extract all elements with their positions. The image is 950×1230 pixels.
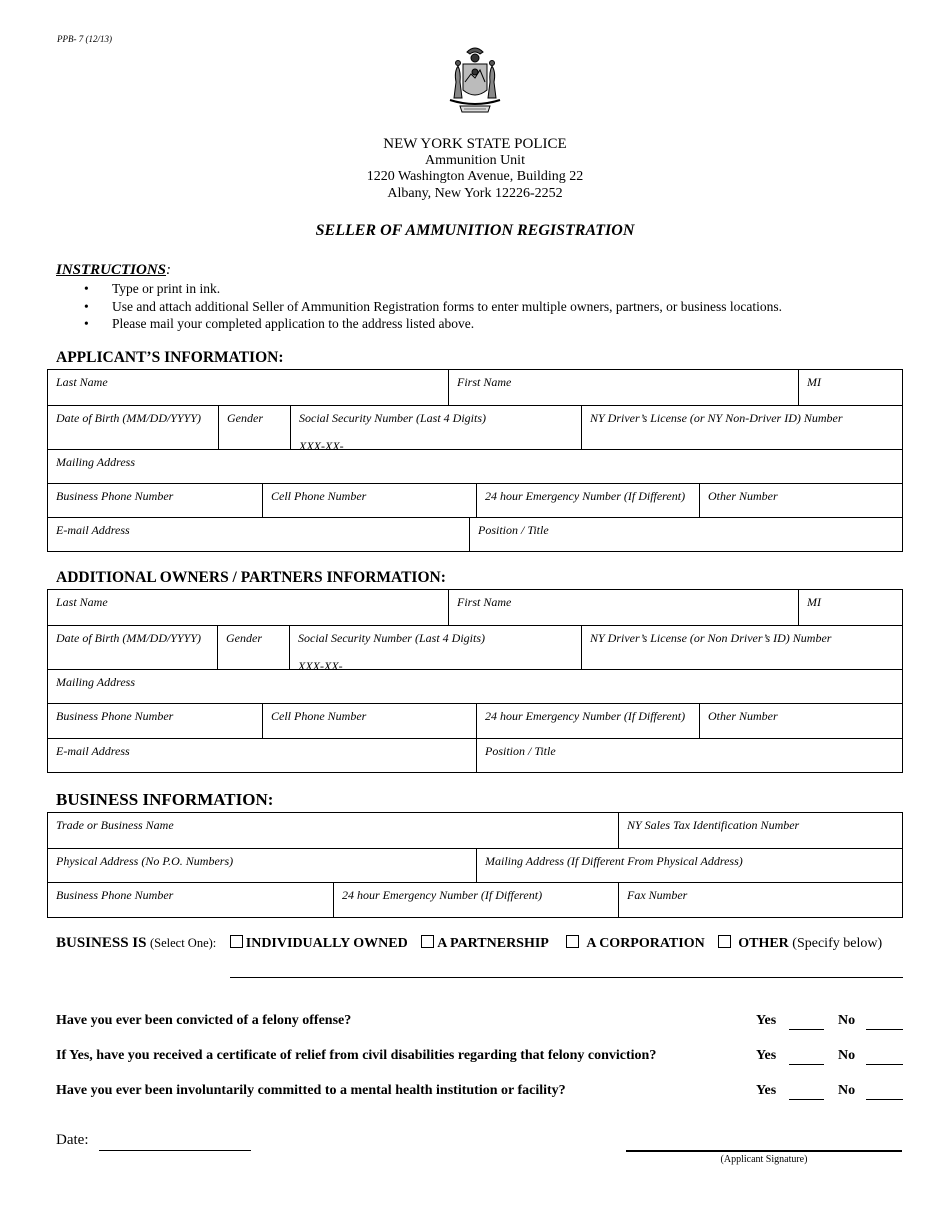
gender-field[interactable]: Gender xyxy=(217,626,289,669)
dob-field[interactable]: Date of Birth (MM/DD/YYYY) xyxy=(56,631,202,645)
other-number-field[interactable]: Other Number xyxy=(699,704,902,738)
no-label: No xyxy=(838,1048,856,1063)
no-label: No xyxy=(838,1013,856,1028)
other-number-field[interactable]: Other Number xyxy=(699,484,902,517)
emergency-number-field[interactable]: 24 hour Emergency Number (If Different) xyxy=(476,484,699,517)
yes-label: Yes xyxy=(756,1083,777,1098)
mi-field[interactable]: MI xyxy=(798,370,902,405)
form-code: PPB- 7 (12/13) xyxy=(57,34,112,44)
checkbox[interactable] xyxy=(718,935,731,948)
last-name-field[interactable]: Last Name xyxy=(56,375,108,389)
gender-field[interactable]: Gender xyxy=(218,406,290,449)
dob-field[interactable]: Date of Birth (MM/DD/YYYY) xyxy=(56,411,202,425)
agency-name: NEW YORK STATE POLICE xyxy=(383,136,567,152)
state-seal-icon xyxy=(436,42,514,120)
first-name-field[interactable]: First Name xyxy=(448,370,798,405)
physical-address-field[interactable]: Physical Address (No P.O. Numbers) xyxy=(56,854,234,868)
tax-id-field[interactable]: NY Sales Tax Identification Number xyxy=(618,813,902,848)
position-field[interactable]: Position / Title xyxy=(469,518,902,551)
applicant-grid xyxy=(47,369,903,552)
email-field[interactable]: E-mail Address xyxy=(56,744,130,758)
question-mental-health: Have you ever been involuntarily committed to a mental health institution or facility? xyxy=(56,1083,566,1098)
additional-owners-heading: ADDITIONAL OWNERS / PARTNERS INFORMATION: xyxy=(56,569,446,586)
option-other[interactable]: OTHER (Specify below) xyxy=(718,935,882,952)
yes-blank[interactable] xyxy=(789,1029,824,1030)
agency-header xyxy=(0,136,950,202)
no-blank[interactable] xyxy=(866,1029,903,1030)
business-phone-field[interactable]: Business Phone Number xyxy=(56,489,174,503)
ssn-field[interactable]: Social Security Number (Last 4 Digits) XXX-XX- xyxy=(289,626,581,669)
option-partnership[interactable]: A PARTNERSHIP xyxy=(421,935,549,952)
yes-blank[interactable] xyxy=(789,1099,824,1100)
ssn-field[interactable]: Social Security Number (Last 4 Digits) XXX-XX- xyxy=(290,406,581,449)
ssn-prefix: XXX-XX- xyxy=(298,659,343,673)
instruction-item: • Type or print in ink. xyxy=(84,280,782,298)
trade-name-field[interactable]: Trade or Business Name xyxy=(56,818,174,832)
business-type-hint: (Select One): xyxy=(149,936,217,950)
position-field[interactable]: Position / Title xyxy=(476,739,902,772)
yes-blank[interactable] xyxy=(789,1064,824,1065)
last-name-field[interactable]: Last Name xyxy=(56,595,108,609)
yes-label: Yes xyxy=(756,1013,777,1028)
instructions-list xyxy=(84,280,782,333)
question-felony: Have you ever been convicted of a felony offense? xyxy=(56,1013,352,1028)
other-hint: (Specify below) xyxy=(792,936,883,951)
agency-address-line2: Albany, New York 12226-2252 xyxy=(387,185,563,201)
option-corporation[interactable]: A CORPORATION xyxy=(566,935,704,952)
checkbox[interactable] xyxy=(421,935,434,948)
license-field[interactable]: NY Driver’s License (or Non Driver’s ID) Number xyxy=(581,626,902,669)
first-name-field[interactable]: First Name xyxy=(448,590,798,625)
instruction-item: • Use and attach additional Seller of Ammunition Registration forms to enter multiple owners, partners, or business locations. xyxy=(84,298,782,316)
fax-field[interactable]: Fax Number xyxy=(618,883,902,917)
date-input-line[interactable] xyxy=(99,1150,251,1151)
instruction-item: • Please mail your completed application to the address listed above. xyxy=(84,315,782,333)
applicant-heading: APPLICANT’S INFORMATION: xyxy=(56,349,284,366)
license-field[interactable]: NY Driver’s License (or NY Non-Driver ID) Number xyxy=(581,406,902,449)
instructions-heading: INSTRUCTIONS: xyxy=(56,262,172,278)
form-title: SELLER OF AMMUNITION REGISTRATION xyxy=(315,222,635,239)
checkbox[interactable] xyxy=(566,935,579,948)
agency-address-line1: 1220 Washington Avenue, Building 22 xyxy=(366,169,584,184)
no-label: No xyxy=(838,1083,856,1098)
question-certificate-relief: If Yes, have you received a certificate of relief from civil disabilities regarding that felony conviction? xyxy=(56,1048,657,1063)
business-phone-field[interactable]: Business Phone Number xyxy=(56,888,174,902)
no-blank[interactable] xyxy=(866,1099,903,1100)
business-mailing-address-field[interactable]: Mailing Address (If Different From Physical Address) xyxy=(476,849,902,882)
mailing-address-field[interactable]: Mailing Address xyxy=(56,675,136,689)
business-grid xyxy=(47,812,903,918)
signature-line[interactable] xyxy=(626,1150,902,1152)
business-heading: BUSINESS INFORMATION: xyxy=(56,790,274,809)
yes-label: Yes xyxy=(756,1048,777,1063)
cell-phone-field[interactable]: Cell Phone Number xyxy=(262,484,476,517)
business-emergency-field[interactable]: 24 hour Emergency Number (If Different) xyxy=(333,883,618,917)
business-type-label: BUSINESS IS xyxy=(56,935,147,951)
cell-phone-field[interactable]: Cell Phone Number xyxy=(262,704,476,738)
signature-label: (Applicant Signature) xyxy=(720,1154,808,1165)
date-label: Date: xyxy=(56,1132,89,1148)
email-field[interactable]: E-mail Address xyxy=(56,523,130,537)
business-phone-field[interactable]: Business Phone Number xyxy=(56,709,174,723)
specify-other-line[interactable] xyxy=(230,977,903,978)
additional-owners-grid xyxy=(47,589,903,773)
emergency-number-field[interactable]: 24 hour Emergency Number (If Different) xyxy=(476,704,699,738)
checkbox[interactable] xyxy=(230,935,243,948)
agency-unit: Ammunition Unit xyxy=(425,152,525,168)
no-blank[interactable] xyxy=(866,1064,903,1065)
mi-field[interactable]: MI xyxy=(798,590,902,625)
business-type-row xyxy=(56,935,882,952)
option-individually-owned[interactable]: INDIVIDUALLY OWNED xyxy=(230,935,408,952)
mailing-address-field[interactable]: Mailing Address xyxy=(56,455,136,469)
ssn-prefix: XXX-XX- xyxy=(299,439,344,453)
